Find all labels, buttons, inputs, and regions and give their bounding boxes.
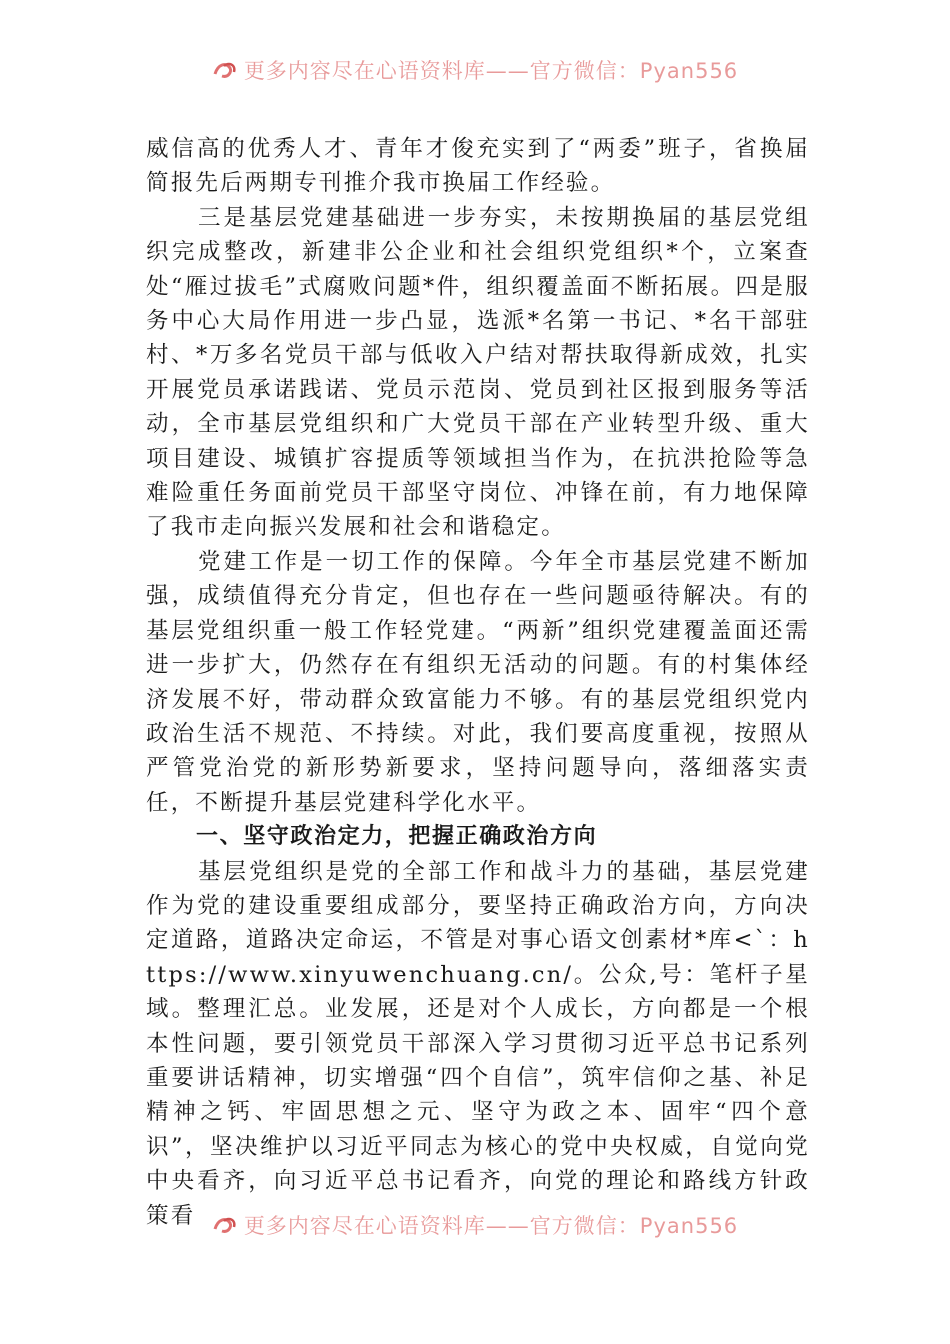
body-paragraph: 党建工作是一切工作的保障。今年全市基层党建不断加强，成绩值得充分肯定，但也存在一些问题亟待解决。有的基层党组织重一般工作轻党建。“两新”组织党建覆盖面还需进一步扩大，仍然存在有组织无活动的问题。有的村集体经济发展不好，带动群众致富能力不够。有的基层党组织党内政治生活不规范、不持续。对此，我们要高度重视，按照从严管党治党的新形势新要求，坚持问题导向，落细落实责任，不断提升基层党建科学化水平。 xyxy=(146,548,810,816)
watermark-logo-icon xyxy=(212,60,238,80)
body-paragraph: 基层党组织是党的全部工作和战斗力的基础，基层党建作为党的建设重要组成部分，要坚持正确政治方向，方向决定道路，道路决定命运，不管是对事心语文创素材*库<`：https://www.xinyuwenchuang.cn/。公众,号：笔杆子星域。整理汇总。业发展，还是对个人成长，方向都是一个根本性问题，要引领党员干部深入学习贯彻习近平总书记系列重要讲话精神，切实增强“四个自信”，筑牢信仰之基、补足精神之钙、牢固思想之元、坚守为政之本、固牢“四个意识”，坚决维护以习近平同志为核心的党中央权威，自觉向党中央看齐，向习近平总书记看齐，向党的理论和路线方针政策看 xyxy=(146,858,810,1229)
watermark-text: 更多内容尽在心语资料库——官方微信：Pyan556 xyxy=(243,59,739,83)
watermark-text: 更多内容尽在心语资料库——官方微信：Pyan556 xyxy=(243,1214,739,1238)
body-paragraph: 三是基层党建基础进一步夯实，未按期换届的基层党组织完成整改，新建非公企业和社会组织党组织*个，立案查处“雁过拔毛”式腐败问题*件，组织覆盖面不断拓展。四是服务中心大局作用进一步凸显，选派*名第一书记、*名干部驻村、*万多名党员干部与低收入户结对帮扶取得新成效，扎实开展党员承诺践诺、党员示范岗、党员到社区报到服务等活动，全市基层党组织和广大党员干部在产业转型升级、重大项目建设、城镇扩容提质等领域担当作为，在抗洪抢险等急难险重任务面前党员干部坚守岗位、冲锋在前，有力地保障了我市走向振兴发展和社会和谐稳定。 xyxy=(146,204,810,541)
section-heading: 一、坚守政治定力，把握正确政治方向 xyxy=(196,824,598,850)
watermark-footer xyxy=(0,1210,950,1240)
watermark-logo-icon xyxy=(212,1215,238,1235)
watermark-header xyxy=(0,55,950,85)
body-paragraph: 威信高的优秀人才、青年才俊充实到了“两委”班子，省换届简报先后两期专刊推介我市换届工作经验。 xyxy=(146,136,810,197)
document-body xyxy=(146,132,810,1233)
